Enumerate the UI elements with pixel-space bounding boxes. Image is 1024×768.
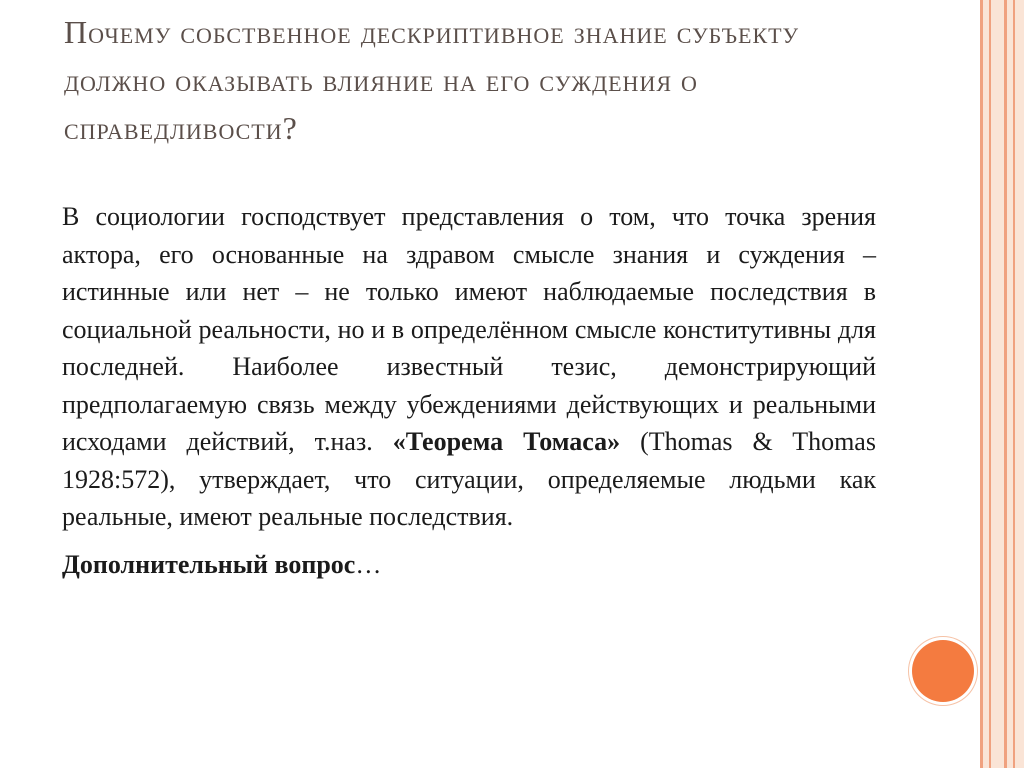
slide-title: Почему собственное дескриптивное знание субъекту должно оказывать влияние на его суждения о справедливости? <box>64 14 800 146</box>
additional-question-ellipsis: … <box>355 549 382 579</box>
decorative-circle <box>912 640 974 702</box>
slide-content <box>62 198 876 583</box>
additional-question <box>62 546 876 584</box>
stripe <box>980 0 983 768</box>
body-text-end: (Thomas & Thomas 1928:572), утверждает, что ситуации, определяемые людьми как реальные, имеют реальные последствия. <box>62 427 876 531</box>
thomas-theorem-term: «Теорема Томаса» <box>392 427 621 456</box>
additional-question-label: Дополнительный вопрос <box>62 549 356 579</box>
body-text-start: В социологии господствует представления о том, что точка зрения актора, его основанные на здравом смысле знания и суждения – истинные или нет – не только имеют наблюдаемые последствия в социальной реальности, но и в определённом смысле конститутивны для последней. Наиболее известный тезис, демонстрирующий предполагаемую связь между убеждениями действующих и реальными исходами действий, т.наз. <box>62 202 876 456</box>
decorative-stripes <box>980 0 1024 768</box>
body-paragraph <box>62 198 876 536</box>
stripe <box>989 0 991 768</box>
stripe <box>1004 0 1007 768</box>
stripe <box>1013 0 1015 768</box>
